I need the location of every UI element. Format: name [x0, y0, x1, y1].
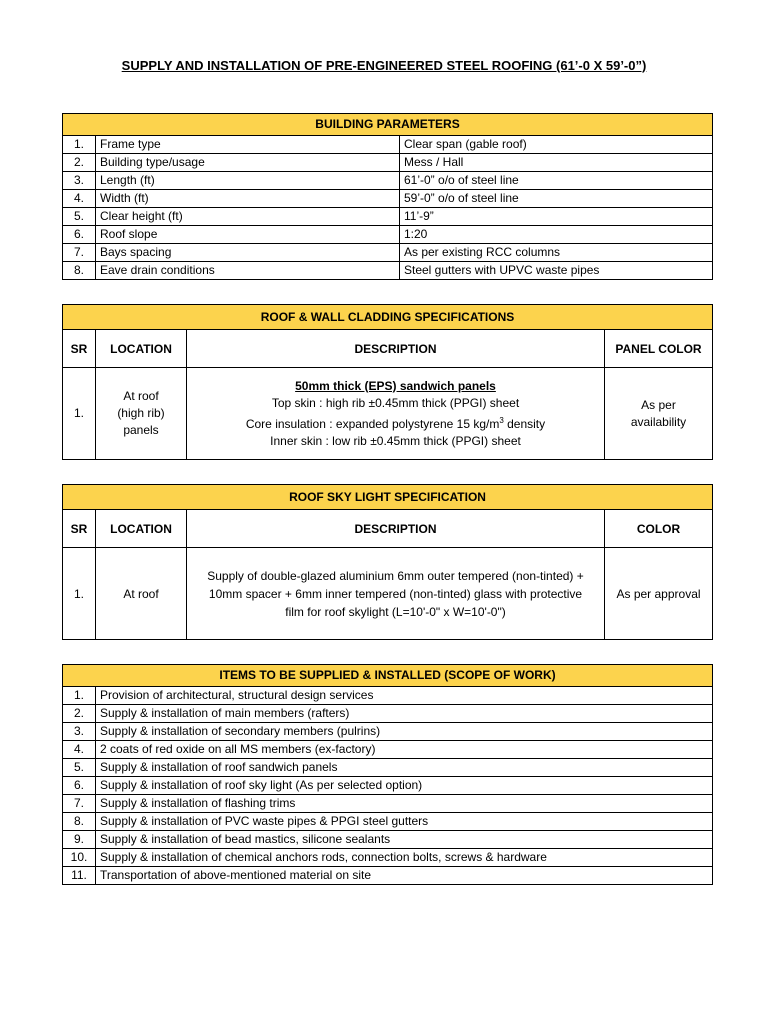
column-header-description: DESCRIPTION	[187, 510, 605, 548]
table-row	[63, 687, 713, 705]
column-header-location: LOCATION	[96, 510, 187, 548]
row-number: 8.	[63, 813, 96, 831]
row-number: 3.	[63, 172, 96, 190]
table-row	[63, 548, 713, 640]
building-parameters-table	[62, 113, 713, 280]
parameter-value: 1:20	[400, 226, 713, 244]
location-line: At roof	[123, 389, 159, 403]
description-line: Inner skin : low rib ±0.45mm thick (PPGI) sheet	[270, 433, 521, 448]
color-cell: As per approval	[605, 548, 713, 640]
column-header-panel-color: PANEL COLOR	[605, 330, 713, 368]
table-row	[63, 795, 713, 813]
row-number: 10.	[63, 849, 96, 867]
parameter-name: Building type/usage	[96, 154, 400, 172]
parameter-name: Width (ft)	[96, 190, 400, 208]
skylight-header: ROOF SKY LIGHT SPECIFICATION	[63, 485, 713, 510]
row-number: 6.	[63, 226, 96, 244]
table-row	[63, 262, 713, 280]
row-number: 8.	[63, 262, 96, 280]
column-header-location: LOCATION	[96, 330, 187, 368]
table-row	[63, 172, 713, 190]
row-number: 7.	[63, 244, 96, 262]
row-number: 2.	[63, 705, 96, 723]
column-header-description: DESCRIPTION	[187, 330, 605, 368]
table-row	[63, 244, 713, 262]
table-row	[63, 208, 713, 226]
scope-item: Provision of architectural, structural design services	[96, 687, 713, 705]
table-row	[63, 831, 713, 849]
parameter-value: As per existing RCC columns	[400, 244, 713, 262]
color-line: availability	[630, 414, 687, 429]
table-row	[63, 705, 713, 723]
scope-item: Supply & installation of secondary members (pulrins)	[96, 723, 713, 741]
row-number: 1.	[63, 136, 96, 154]
table-row	[63, 849, 713, 867]
scope-item: 2 coats of red oxide on all MS members (ex-factory)	[96, 741, 713, 759]
scope-item: Supply & installation of main members (rafters)	[96, 705, 713, 723]
location-cell	[96, 368, 187, 460]
building-parameters-header: BUILDING PARAMETERS	[63, 114, 713, 136]
table-row	[63, 777, 713, 795]
description-text: Core insulation : expanded polystyrene 15 kg/m	[245, 416, 500, 431]
scope-item: Supply & installation of roof sandwich panels	[96, 759, 713, 777]
row-number: 1.	[63, 687, 96, 705]
scope-item: Supply & installation of flashing trims	[96, 795, 713, 813]
description-line: Supply of double-glazed aluminium 6mm outer tempered (non-tinted) +	[207, 568, 584, 583]
parameter-name: Roof slope	[96, 226, 400, 244]
parameter-value: 61’-0” o/o of steel line	[400, 172, 713, 190]
table-row	[63, 136, 713, 154]
table-row	[63, 368, 713, 460]
scope-item: Supply & installation of roof sky light (As per selected option)	[96, 777, 713, 795]
table-row	[63, 741, 713, 759]
table-row	[63, 226, 713, 244]
cladding-specifications-table	[62, 304, 713, 460]
description-cell	[187, 368, 605, 460]
row-number: 4.	[63, 741, 96, 759]
table-row	[63, 154, 713, 172]
scope-item: Supply & installation of bead mastics, silicone sealants	[96, 831, 713, 849]
parameter-name: Clear height (ft)	[96, 208, 400, 226]
column-header-color: COLOR	[605, 510, 713, 548]
row-number: 2.	[63, 154, 96, 172]
table-row	[63, 723, 713, 741]
parameter-name: Bays spacing	[96, 244, 400, 262]
document-title: SUPPLY AND INSTALLATION OF PRE-ENGINEERED STEEL ROOFING (61’-0 X 59’-0”)	[121, 58, 647, 73]
scope-item: Supply & installation of chemical anchors rods, connection bolts, screws & hardware	[96, 849, 713, 867]
scope-header: ITEMS TO BE SUPPLIED & INSTALLED (SCOPE OF WORK)	[63, 665, 713, 687]
column-header-sr: SR	[63, 510, 96, 548]
scope-item: Supply & installation of PVC waste pipes & PPGI steel gutters	[96, 813, 713, 831]
row-number: 7.	[63, 795, 96, 813]
scope-of-work-table	[62, 664, 713, 885]
row-number: 6.	[63, 777, 96, 795]
location-line: (high rib)	[117, 406, 165, 420]
row-number: 9.	[63, 831, 96, 849]
row-number: 5.	[63, 208, 96, 226]
table-row	[63, 867, 713, 885]
superscript: 3	[499, 415, 504, 425]
parameter-value: 59’-0” o/o of steel line	[400, 190, 713, 208]
parameter-name: Frame type	[96, 136, 400, 154]
parameter-value: 11’-9”	[400, 208, 713, 226]
table-row	[63, 759, 713, 777]
location-line: panels	[123, 423, 159, 437]
parameter-name: Eave drain conditions	[96, 262, 400, 280]
description-text: density	[503, 416, 546, 431]
table-row	[63, 813, 713, 831]
description-line: 10mm spacer + 6mm inner tempered (non-tinted) glass with protective	[208, 586, 583, 601]
parameter-value: Steel gutters with UPVC waste pipes	[400, 262, 713, 280]
cladding-header: ROOF & WALL CLADDING SPECIFICATIONS	[63, 305, 713, 330]
table-row	[63, 190, 713, 208]
skylight-specification-table	[62, 484, 713, 640]
description-cell	[187, 548, 605, 640]
location-cell: At roof	[96, 548, 187, 640]
row-number: 4.	[63, 190, 96, 208]
row-number: 11.	[63, 867, 96, 885]
description-line: film for roof skylight (L=10'-0" x W=10'-0")	[285, 604, 506, 619]
description-line: Top skin : high rib ±0.45mm thick (PPGI) sheet	[271, 395, 520, 410]
description-title: 50mm thick (EPS) sandwich panels	[295, 378, 496, 393]
parameter-value: Mess / Hall	[400, 154, 713, 172]
row-number: 3.	[63, 723, 96, 741]
parameter-name: Length (ft)	[96, 172, 400, 190]
column-header-sr: SR	[63, 330, 96, 368]
row-number: 5.	[63, 759, 96, 777]
color-line: As per	[641, 397, 676, 412]
row-number: 1.	[63, 368, 96, 460]
row-number: 1.	[63, 548, 96, 640]
description-line	[191, 412, 600, 433]
scope-item: Transportation of above-mentioned material on site	[96, 867, 713, 885]
parameter-value: Clear span (gable roof)	[400, 136, 713, 154]
panel-color-cell	[605, 368, 713, 460]
